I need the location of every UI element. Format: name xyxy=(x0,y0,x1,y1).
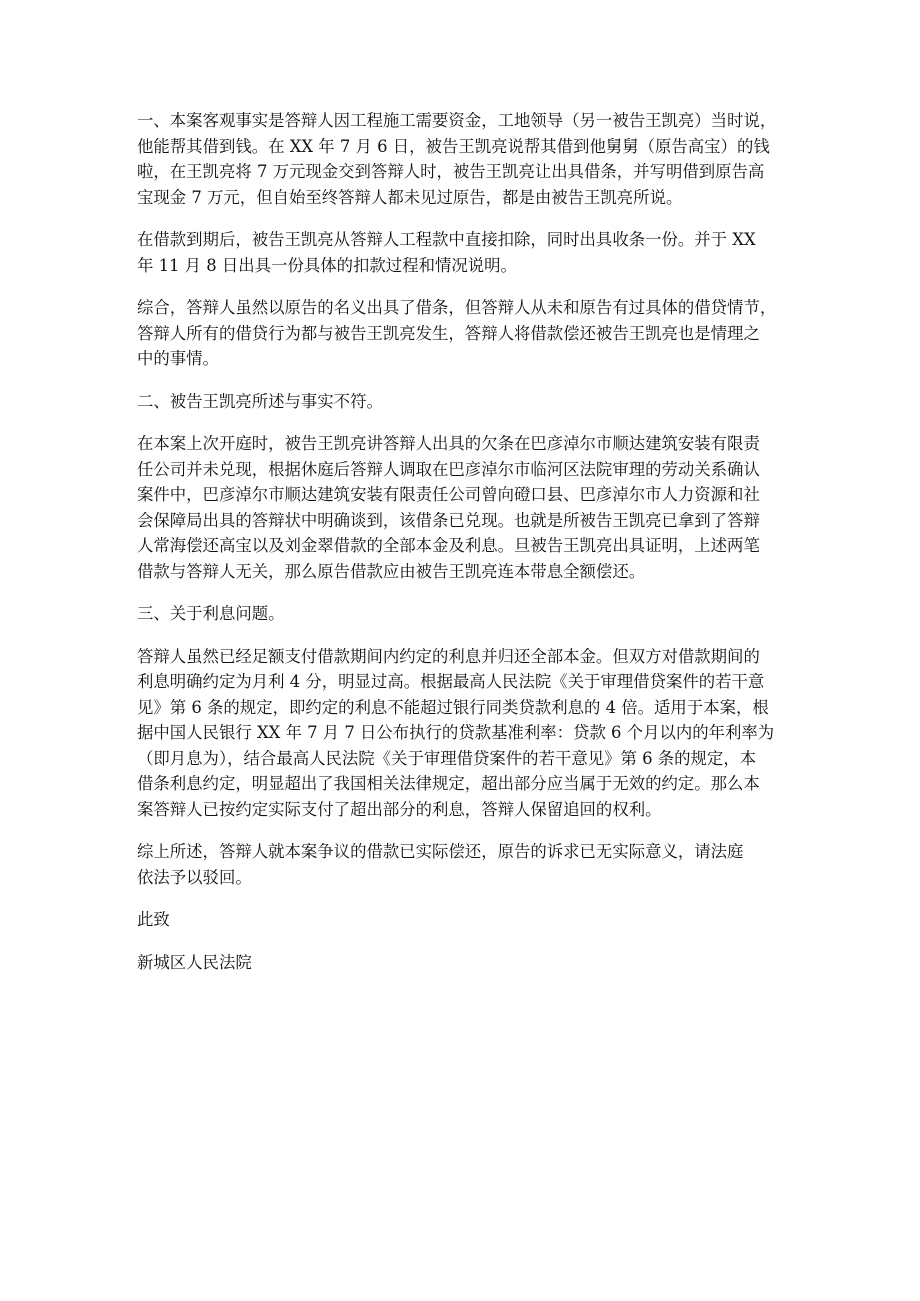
text-line: 此致 xyxy=(137,910,170,929)
text-line: 在借款到期后，被告王凯亮从答辩人工程款中直接扣除，同时出具收条一份。并于 XX xyxy=(137,230,756,249)
text-line: 年 11 月 8 日出具一份具体的扣款过程和情况说明。 xyxy=(137,255,517,275)
text-line: 据中国人民银行 XX 年 7 月 7 日公布执行的贷款基准利率：贷款 6 个月以内的年利率为 xyxy=(137,723,775,742)
text-line: 三、关于利息问题。 xyxy=(137,604,285,623)
text-line: 借条利息约定，明显超出了我国相关法律规定，超出部分应当属于无效的约定。那么本 xyxy=(137,774,760,793)
paragraph-summary-fact xyxy=(137,295,783,372)
text-line: 宝现金 7 万元，但自始至终答辩人都未见过原告，都是由被告王凯亮所说。 xyxy=(137,187,683,207)
section-heading-three xyxy=(137,601,783,627)
text-line: 依法予以驳回。 xyxy=(137,867,252,887)
text-line: 综上所述，答辩人就本案争议的借款已实际偿还，原告的诉求已无实际意义，请法庭 xyxy=(137,842,744,861)
text-line: 综合，答辩人虽然以原告的名义出具了借条，但答辩人从未和原告有过具体的借贷情节， xyxy=(137,298,777,317)
text-line: 人常海偿还高宝以及刘金翠借款的全部本金及利息。旦被告王凯亮出具证明，上述两笔 xyxy=(137,536,760,555)
text-line: 二、被告王凯亮所述与事实不符。 xyxy=(137,391,383,411)
text-line: 任公司并未兑现，根据休庭后答辩人调取在巴彦淖尔市临河区法院审理的劳动关系确认 xyxy=(137,459,760,479)
closing-salutation xyxy=(137,907,783,933)
text-line: 中的事情。 xyxy=(137,349,219,368)
document-body xyxy=(137,108,783,992)
text-line: 答辩人虽然已经足额支付借款期间内约定的利息并归还全部本金。但双方对借款期间的 xyxy=(137,646,760,666)
text-line: 新城区人民法院 xyxy=(137,952,252,972)
paragraph-deduction xyxy=(137,227,783,278)
paragraph-interest xyxy=(137,644,783,823)
text-line: 他能帮其借到钱。在 XX 年 7 月 6 日，被告王凯亮说帮其借到他舅舅（原告高宝）的钱 xyxy=(137,136,770,156)
paragraph-fact-section xyxy=(137,108,783,210)
text-line: 见》第 6 条的规定，即约定的利息不能超过银行同类贷款利息的 4 倍。适用于本案，根 xyxy=(137,697,769,717)
section-heading-two xyxy=(137,389,783,415)
text-line: 一、本案客观事实是答辩人因工程施工需要资金，工地领导（另一被告王凯亮）当时说， xyxy=(137,111,777,130)
addressee-court xyxy=(137,950,783,976)
paragraph-previous-hearing xyxy=(137,431,783,584)
text-line: 啦，在王凯亮将 7 万元现金交到答辩人时，被告王凯亮让出具借条，并写明借到原告高 xyxy=(137,162,765,181)
text-line: 案件中，巴彦淖尔市顺达建筑安装有限责任公司曾向磴口县、巴彦淖尔市人力资源和社 xyxy=(137,485,760,504)
text-line: 利息明确约定为月利 4 分，明显过高。根据最高人民法院《关于审理借贷案件的若干意 xyxy=(137,672,765,691)
paragraph-conclusion xyxy=(137,839,783,890)
text-line: 在本案上次开庭时，被告王凯亮讲答辩人出具的欠条在巴彦淖尔市顺达建筑安装有限责 xyxy=(137,434,760,453)
text-line: （即月息为），结合最高人民法院《关于审理借贷案件的若干意见》第 6 条的规定，本 xyxy=(137,748,757,768)
text-line: 答辩人所有的借贷行为都与被告王凯亮发生，答辩人将借款偿还被告王凯亮也是情理之 xyxy=(137,323,760,343)
text-line: 会保障局出具的答辩状中明确谈到，该借条已兑现。也就是所被告王凯亮已拿到了答辩 xyxy=(137,510,760,530)
text-line: 借款与答辩人无关，那么原告借款应由被告王凯亮连本带息全额偿还。 xyxy=(137,561,646,581)
text-line: 案答辩人已按约定实际支付了超出部分的利息，答辩人保留追回的权利。 xyxy=(137,799,662,819)
